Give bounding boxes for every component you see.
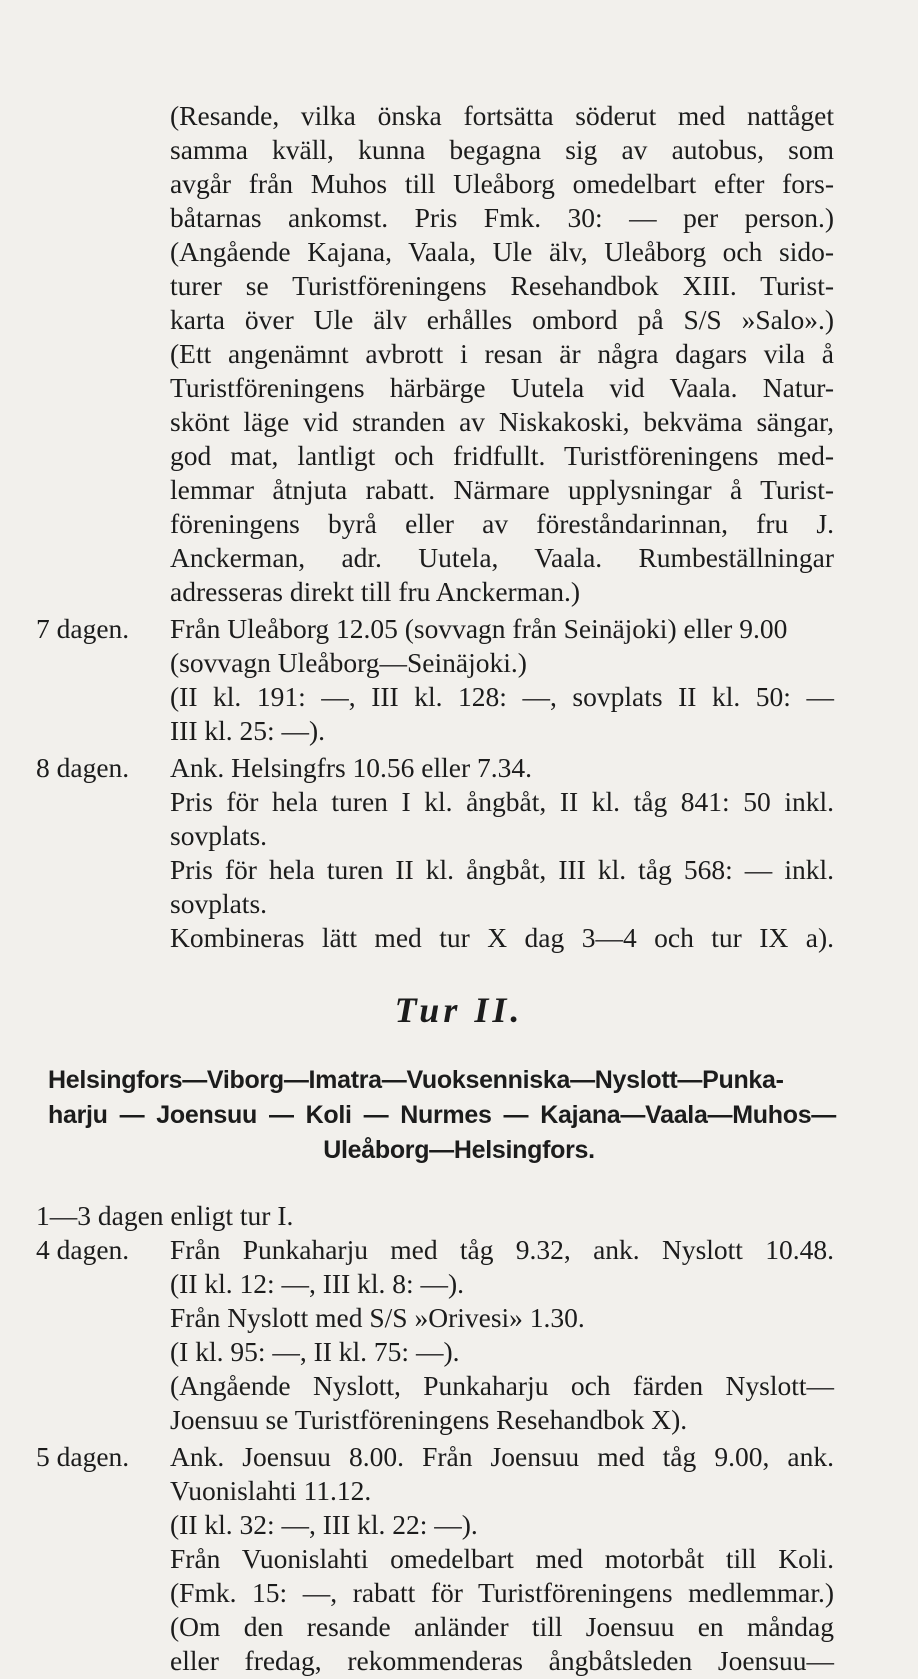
day-label: 5 dagen. <box>36 1441 130 1472</box>
text-line: adresseras direkt till fru Anckerman.) <box>170 576 581 607</box>
day-label: 4 dagen. <box>36 1234 130 1265</box>
text-line: Kombineras lätt med tur X dag 3—4 och tur IX a). <box>170 922 834 953</box>
text-line: (Ett angenämnt avbrott i resan är några dagars vila å <box>170 338 834 369</box>
text-line: föreningens byrå eller av föreståndarinnan, fru J. <box>170 508 834 539</box>
text-line: (II kl. 191: —, III kl. 128: —, sovplats II kl. 50: — <box>170 681 834 712</box>
text-line: sovplats. <box>170 888 268 919</box>
text-line: Ank. Helsingfrs 10.56 eller 7.34. <box>170 752 533 783</box>
text-line: (Angående Kajana, Vaala, Ule älv, Uleåborg och sido- <box>170 236 834 267</box>
route-line: harju — Joensuu — Koli — Nurmes — Kajana—Vaala—Muhos— <box>48 1101 836 1129</box>
text-line: eller fredag, rekommenderas ångbåtsleden Joensuu— <box>170 1645 834 1676</box>
text-line: skönt läge vid stranden av Niskakoski, bekväma sängar, <box>170 406 834 437</box>
text-line: (Om den resande anländer till Joensuu en måndag <box>170 1611 834 1642</box>
days-1-3: 1—3 dagen enligt tur I. <box>36 1200 294 1231</box>
text-line: samma kväll, kunna begagna sig av autobus, som <box>170 134 834 165</box>
text-line: Pris för hela turen II kl. ångbåt, III kl. tåg 568: — inkl. <box>170 854 834 885</box>
text-line: Från Nyslott med S/S »Orivesi» 1.30. <box>170 1302 585 1333</box>
text-line: turer se Turistföreningens Resehandbok XIII. Turist- <box>170 270 834 301</box>
text-line: Från Vuonislahti omedelbart med motorbåt till Koli. <box>170 1543 834 1574</box>
text-line: sovplats. <box>170 820 268 851</box>
tour-title: Tur II. <box>394 990 524 1030</box>
text-line: III kl. 25: —). <box>170 715 326 746</box>
day-label: 7 dagen. <box>36 613 130 644</box>
text-line: lemmar åtnjuta rabatt. Närmare upplysningar å Turist- <box>170 474 834 505</box>
text-line: Joensuu se Turistföreningens Resehandbok X). <box>170 1404 688 1435</box>
text-line: Vuonislahti 11.12. <box>170 1475 372 1506</box>
text-line: (sovvagn Uleåborg—Seinäjoki.) <box>170 647 527 678</box>
text-line: (Resande, vilka önska fortsätta söderut med nattåget <box>170 100 834 131</box>
text-line: Från Punkaharju med tåg 9.32, ank. Nyslott 10.48. <box>170 1234 834 1265</box>
day-label: 8 dagen. <box>36 752 130 783</box>
text-line: god mat, lantligt och fridfullt. Turistföreningens med- <box>170 440 834 471</box>
text-line: (II kl. 32: —, III kl. 22: —). <box>170 1509 478 1540</box>
text-line: karta över Ule älv erhålles ombord på S/S »Salo».) <box>170 304 834 335</box>
text-line: Ank. Joensuu 8.00. Från Joensuu med tåg 9.00, ank. <box>170 1441 834 1472</box>
text-line: (Fmk. 15: —, rabatt för Turistföreningens medlemmar.) <box>170 1577 834 1608</box>
text-line: Anckerman, adr. Uutela, Vaala. Rumbeställningar <box>170 542 834 573</box>
text-line: Från Uleåborg 12.05 (sovvagn från Seinäjoki) eller 9.00 <box>170 613 788 644</box>
text-line: (II kl. 12: —, III kl. 8: —). <box>170 1268 465 1299</box>
route-line: Helsingfors—Viborg—Imatra—Vuoksenniska—Nyslott—Punka- <box>48 1066 784 1094</box>
route-line: Uleåborg—Helsingfors. <box>323 1136 595 1164</box>
text-line: (Angående Nyslott, Punkaharju och färden Nyslott— <box>170 1370 834 1401</box>
text-line: båtarnas ankomst. Pris Fmk. 30: — per person.) <box>170 202 834 233</box>
text-line: Turistföreningens härbärge Uutela vid Vaala. Natur- <box>170 372 834 403</box>
text-line: (I kl. 95: —, II kl. 75: —). <box>170 1336 460 1367</box>
text-line: Pris för hela turen I kl. ångbåt, II kl. tåg 841: 50 inkl. <box>170 786 834 817</box>
text-line: avgår från Muhos till Uleåborg omedelbart efter fors- <box>170 168 834 199</box>
